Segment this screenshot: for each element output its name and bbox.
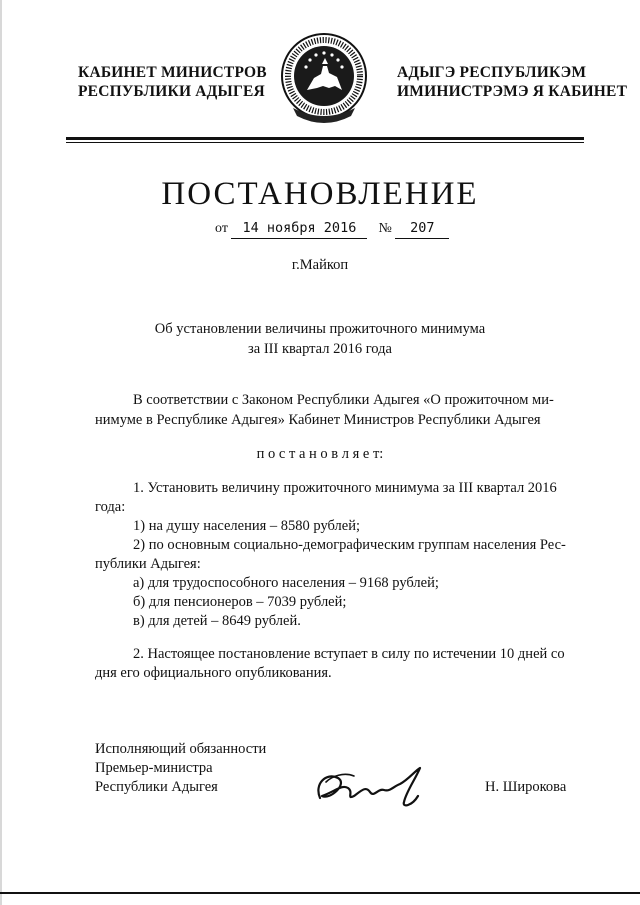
date-prefix: от [215, 221, 228, 236]
signature-icon [308, 762, 438, 810]
resolves-heading: п о с т а н о в л я е т: [256, 446, 384, 462]
signatory-position-line-2: Премьер-министра [95, 760, 213, 776]
issuer-line-2: РЕСПУБЛИКИ АДЫГЕЯ [78, 83, 265, 100]
coat-of-arms-emblem [279, 28, 369, 130]
issuer-line-1: КАБИНЕТ МИНИСТРОВ [78, 64, 267, 81]
item-1-line-2: года: [95, 499, 126, 515]
date-value: 14 ноября 2016 [231, 218, 367, 239]
issuer-name-russian [78, 63, 267, 101]
signatory-position-line-3: Республики Адыгея [95, 779, 218, 795]
issuer-line-2-adyghe: ИМИНИСТРЭМЭ Я КАБИНЕТ [397, 83, 628, 100]
handwritten-signature [308, 762, 438, 810]
bottom-scan-edge [0, 892, 640, 894]
signatory-position-line-1: Исполняющий обязанности [95, 741, 267, 757]
item-1-1: 1) на душу населения – 8580 рублей; [133, 518, 361, 534]
header-rule-thick [66, 137, 584, 140]
preamble-line-1: В соответствии с Законом Республики Адыгея «О прожиточном ми- [133, 392, 554, 408]
preamble-line-2: нимуме в Республике Адыгея» Кабинет Министров Республики Адыгея [95, 412, 541, 428]
number-prefix: № [378, 221, 392, 236]
item-2-line-2: дня его официального опубликования. [95, 665, 332, 681]
document-title: ПОСТАНОВЛЕНИЕ [161, 176, 479, 212]
city: г.Майкоп [291, 257, 349, 273]
number-value: 207 [395, 218, 449, 239]
issuer-name-adyghe [397, 63, 627, 101]
document-subject [0, 319, 640, 359]
header-rule-thin [66, 142, 584, 143]
signatory-position [95, 740, 266, 797]
item-1-2-a: а) для трудоспособного населения – 9168 рублей; [133, 575, 439, 591]
signatory-name: Н. Широкова [485, 779, 567, 795]
issuer-line-1-adyghe: АДЫГЭ РЕСПУБЛИКЭМ [397, 64, 587, 81]
subject-line-2: за III квартал 2016 года [248, 341, 392, 357]
item-2-line-1: 2. Настоящее постановление вступает в силу по истечении 10 дней со [133, 646, 565, 662]
item-1-2-b: б) для пенсионеров – 7039 рублей; [133, 594, 347, 610]
emblem-icon [279, 28, 369, 130]
item-1-2-line-2: публики Адыгея: [95, 556, 201, 572]
subject-line-1: Об установлении величины прожиточного минимума [154, 321, 486, 337]
item-1-2-c: в) для детей – 8649 рублей. [133, 613, 301, 629]
date-number-line [215, 218, 449, 239]
item-1-line-1: 1. Установить величину прожиточного минимума за III квартал 2016 [133, 480, 557, 496]
item-1-2-line-1: 2) по основным социально-демографическим группам населения Рес- [133, 537, 566, 553]
